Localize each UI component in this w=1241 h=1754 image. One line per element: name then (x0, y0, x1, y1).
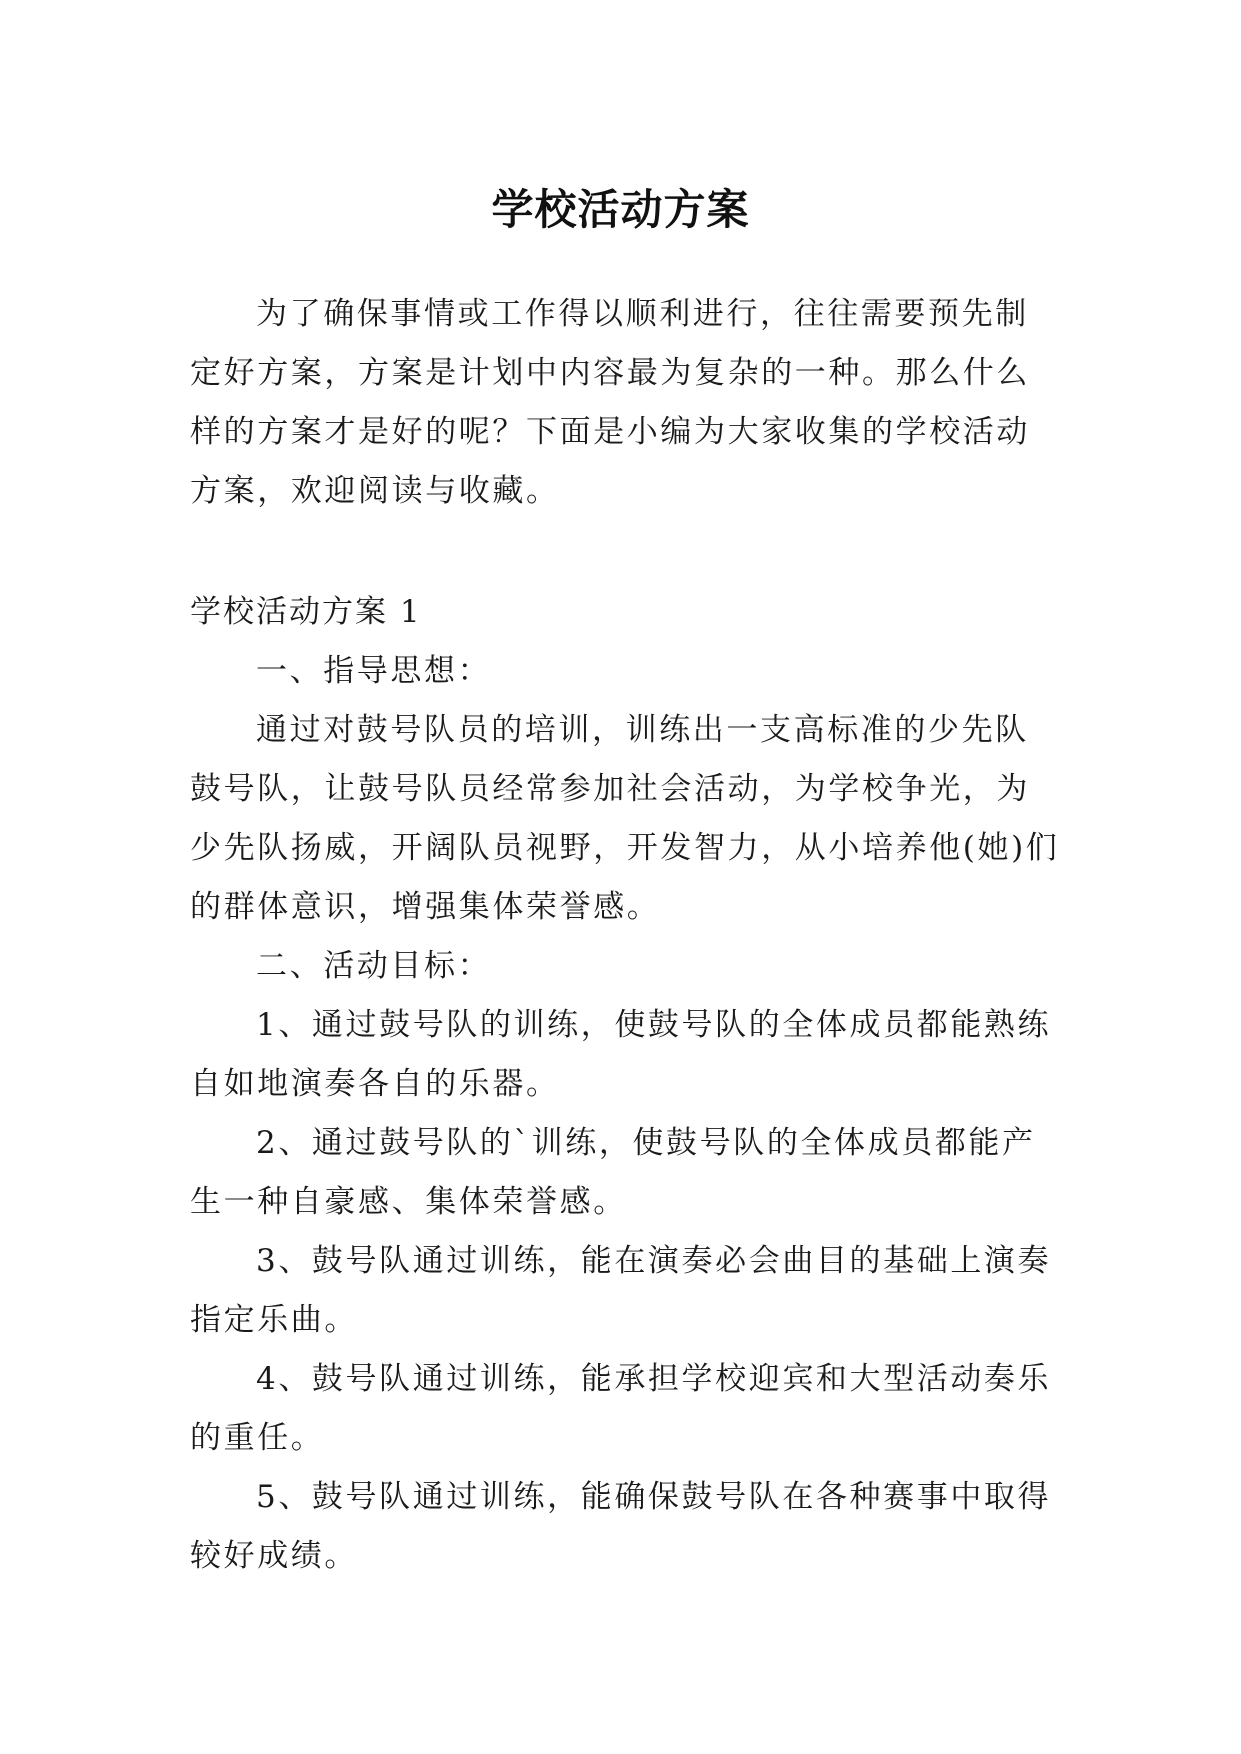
part1-heading: 一、指导思想： (256, 653, 492, 689)
section-title: 学校活动方案 1 (190, 594, 422, 630)
goal-item-4: 4、鼓号队通过训练，能承担学校迎宾和大型活动奏乐的重任。 (190, 1361, 1052, 1456)
goal-item-2: 2、通过鼓号队的`训练，使鼓号队的全体成员都能产生一种自豪感、集体荣誉感。 (190, 1125, 1036, 1220)
goal-item-1: 1、通过鼓号队的训练，使鼓号队的全体成员都能熟练自如地演奏各自的乐器。 (190, 1007, 1052, 1102)
goal-item-5: 5、鼓号队通过训练，能确保鼓号队在各种赛事中取得较好成绩。 (190, 1479, 1052, 1574)
part2-heading: 二、活动目标： (256, 948, 492, 984)
document-title: 学校活动方案 (491, 185, 750, 235)
intro-paragraph: 为了确保事情或工作得以顺利进行，往往需要预先制定好方案，方案是计划中内容最为复杂的一种。那么什么样的方案才是好的呢？下面是小编为大家收集的学校活动方案，欢迎阅读与收藏。 (190, 296, 1030, 509)
goal-item-3: 3、鼓号队通过训练，能在演奏必会曲目的基础上演奏指定乐曲。 (190, 1243, 1052, 1338)
part1-paragraph: 通过对鼓号队员的培训，训练出一支高标准的少先队鼓号队，让鼓号队员经常参加社会活动，为学校争光，为少先队扬威，开阔队员视野，开发智力，从小培养他(她)们的群体意识，增强集体荣誉感。 (190, 712, 1060, 925)
section-block (190, 583, 1060, 1586)
intro-block (190, 285, 1060, 521)
